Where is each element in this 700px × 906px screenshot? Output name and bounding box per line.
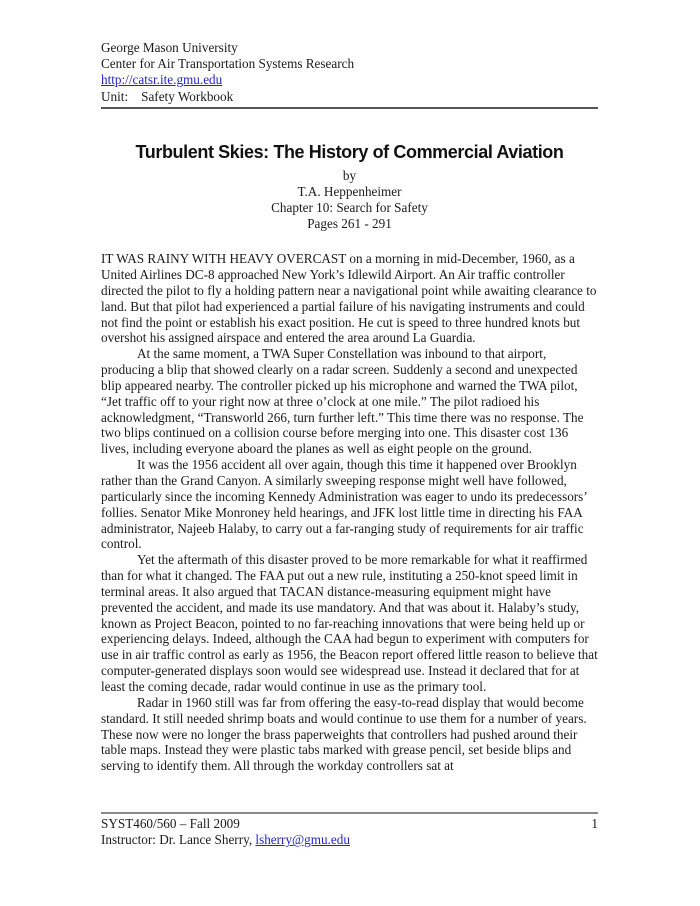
header-unit-line [101,89,598,105]
header-url-line [101,72,598,88]
paragraph: IT WAS RAINY WITH HEAVY OVERCAST on a morning in mid-December, 1960, as a United Airlines DC-8 approached New York’s Idlewild Airport. An Air traffic controller directed the pilot to fly a holding pattern near a navigational point while awaiting clearance to land. But that pilot had experienced a partial failure of his navigating instruments and could not find the point or establish his exact position. He cut is speed to three hundred knots but overshot his assigned airspace and entered the area around La Guardia. [101,251,597,346]
byline: by [342,167,357,183]
unit-label: Unit: [101,88,129,104]
document-title: Turbulent Skies: The History of Commercial Aviation [135,141,564,162]
unit-value: Safety Workbook [141,88,234,104]
paragraph: It was the 1956 accident all over again, though this time it happened over Brooklyn rather than the Grand Canyon. A similarly sweeping response might well have followed, particularly since the incoming Kennedy Administration was eager to undo its predecessors’ follies. Senator Mike Monroney held hearings, and JFK lost little time in directing his FAA administrator, Najeeb Halaby, to carry out a far-ranging study of requirements for air traffic control. [101,457,587,552]
footer-course-line [101,816,598,832]
page-number: 1 [591,816,598,831]
header-org: George Mason University [101,40,238,55]
pages-range: Pages 261 - 291 [307,216,392,232]
catsr-link[interactable]: http://catsr.ite.gmu.edu [101,72,223,88]
page-content [101,40,598,774]
paragraph: Radar in 1960 still was far from offering the easy-to-read display that would become standard. It still needed shrimp boats and would continue to use them for a number of years. These now were no longer the brass paperweights that controllers had pushed around their table maps. Instead they were plastic tabs marked with grease pencil, set beside blips and serving to identify them. All through the workday controllers sat at [101,694,587,774]
footer-instructor-line [101,832,598,848]
document-header [101,40,598,109]
chapter: Chapter 10: Search for Safety [271,200,428,215]
instructor-email-link[interactable]: lsherry@gmu.edu [255,832,350,848]
course-label: SYST460/560 – Fall 2009 [101,816,240,831]
header-center: Center for Air Transportation Systems Research [101,56,355,72]
byline-group [101,168,598,232]
page-footer [101,812,598,848]
paragraph: Yet the aftermath of this disaster proved to be more remarkable for what it reaffirmed than for what it changed. The FAA put out a new rule, instituting a 250-knot speed limit in terminal areas. It also argued that TACAN distance-measuring equipment might have prevented the accident, and made its use mandatory. And that was about it. Halaby’s study, known as Project Beacon, pointed to no far-reaching innovations that were being held up or experiencing delays. Indeed, although the CAA had begun to experiment with computers for use in air traffic control as early as 1956, the Beacon report offered little reason to believe that computer-generated displays soon would see widespread use. Instead it declared that for at least the coming decade, radar would continue in use as the primary tool. [101,552,598,694]
instructor-label: Instructor: Dr. Lance Sherry, [101,832,256,848]
document-body [101,251,598,774]
paragraph: At the same moment, a TWA Super Constellation was inbound to that airport, producing a blip that showed clearly on a radar screen. Suddenly a second and unexpected blip appeared nearby. The controller picked up his microphone and warned the TWA pilot, “Jet traffic off to your right now at three o’clock at one mile.” The pilot radioed his acknowledgment, “Transworld 266, turn further left.” This time there was no response. The two blips continued on a collision course before merging into one. This disaster cost 136 lives, including everyone aboard the planes as well as eight people on the ground. [101,346,584,457]
author: T.A. Heppenheimer [297,183,402,199]
title-block [101,141,598,232]
